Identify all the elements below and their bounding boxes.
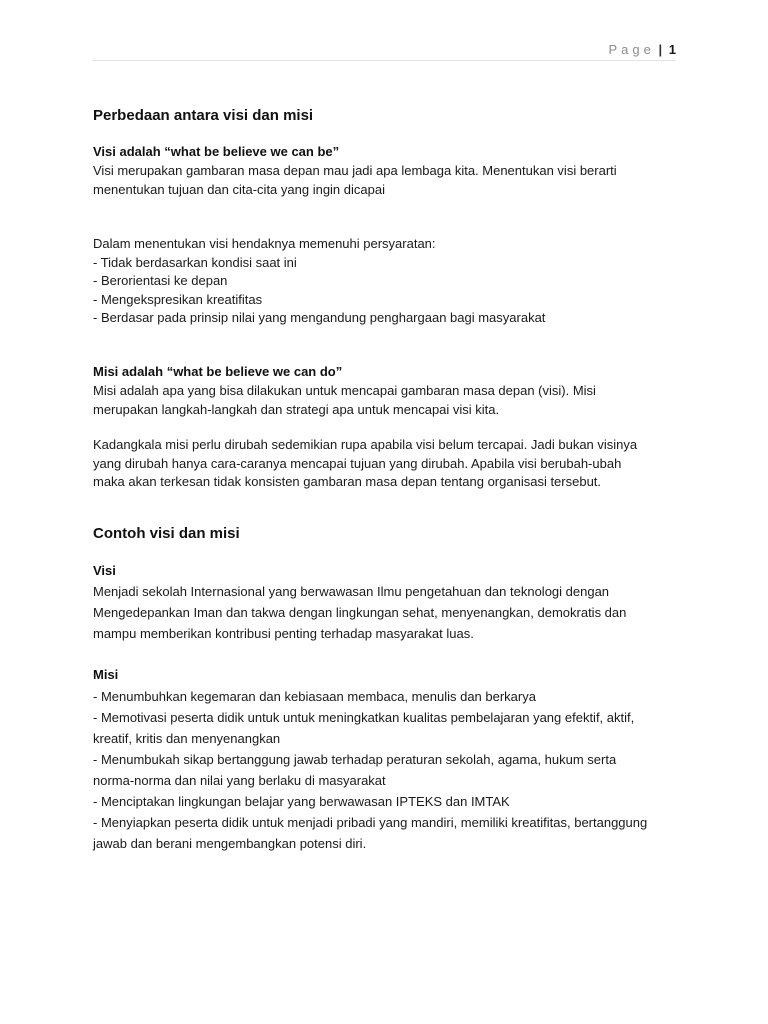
visi-definition-heading: Visi adalah “what be believe we can be” bbox=[93, 144, 340, 159]
misi-line: - Memotivasi peserta didik untuk untuk meningkatkan kualitas pembelajaran yang efektif, aktif, bbox=[93, 710, 635, 725]
requirement-item: - Berdasar pada prinsip nilai yang mengandung penghargaan bagi masyarakat bbox=[93, 310, 546, 325]
text-line: Kadangkala misi perlu dirubah sedemikian rupa apabila visi belum tercapai. Jadi bukan visinya bbox=[93, 437, 638, 452]
visi-requirements bbox=[93, 235, 683, 328]
text-line: yang dirubah hanya cara-caranya mencapai tujuan yang dirubah. Apabila visi berubah-ubah bbox=[93, 455, 622, 471]
misi-line: - Menciptakan lingkungan belajar yang berwawasan IPTEKS dan IMTAK bbox=[93, 794, 510, 809]
requirement-item: - Tidak berdasarkan kondisi saat ini bbox=[93, 254, 297, 270]
text-line: Mengedepankan Iman dan takwa dengan lingkungan sehat, menyenangkan, demokratis dan bbox=[93, 605, 627, 620]
visi-definition-text bbox=[93, 162, 683, 199]
page-separator: | bbox=[658, 42, 663, 57]
example-visi-label: Visi bbox=[93, 563, 116, 578]
page-number-label bbox=[609, 42, 677, 58]
text-line: maka akan terkesan tidak konsisten gambaran masa depan tentang organisasi tersebut. bbox=[93, 474, 602, 489]
misi-line: - Menumbukah sikap bertanggung jawab terhadap peraturan sekolah, agama, hukum serta bbox=[93, 752, 617, 767]
page-header bbox=[92, 40, 676, 61]
page-number: 1 bbox=[668, 42, 676, 57]
text-line: Menjadi sekolah Internasional yang berwawasan Ilmu pengetahuan dan teknologi dengan bbox=[93, 584, 610, 599]
text-line: merupakan langkah-langkah dan strategi apa untuk mencapai visi kita. bbox=[93, 401, 500, 417]
section-title-perbedaan: Perbedaan antara visi dan misi bbox=[93, 107, 314, 124]
example-misi-list bbox=[93, 686, 683, 854]
misi-line: - Menumbuhkan kegemaran dan kebiasaan membaca, menulis dan berkarya bbox=[93, 689, 536, 704]
example-visi-text bbox=[93, 581, 683, 644]
text-line: mampu memberikan kontribusi penting terhadap masyarakat luas. bbox=[93, 626, 474, 641]
text-line: Misi adalah apa yang bisa dilakukan untuk mencapai gambaran masa depan (visi). Misi bbox=[93, 383, 596, 398]
page-word: Page bbox=[608, 42, 655, 57]
misi-definition-text bbox=[93, 382, 683, 419]
text-line: menentukan tujuan dan cita-cita yang ingin dicapai bbox=[93, 181, 385, 197]
requirement-item: - Berorientasi ke depan bbox=[93, 273, 228, 288]
misi-definition-heading: Misi adalah “what be believe we can do” bbox=[93, 364, 343, 379]
example-misi-label: Misi bbox=[93, 667, 119, 682]
misi-line: - Menyiapkan peserta didik untuk menjadi pribadi yang mandiri, memiliki kreatifitas, bertanggung bbox=[93, 815, 648, 830]
misi-note-paragraph bbox=[93, 436, 683, 492]
section-title-contoh: Contoh visi dan misi bbox=[93, 525, 240, 542]
requirement-item: - Mengekspresikan kreatifitas bbox=[93, 291, 263, 307]
text-line: Visi merupakan gambaran masa depan mau jadi apa lembaga kita. Menentukan visi berarti bbox=[93, 163, 617, 178]
misi-line: norma-norma dan nilai yang berlaku di masyarakat bbox=[93, 773, 386, 788]
misi-line: kreatif, kritis dan menyenangkan bbox=[93, 731, 281, 746]
requirements-intro: Dalam menentukan visi hendaknya memenuhi persyaratan: bbox=[93, 236, 436, 251]
misi-line: jawab dan berani mengembangkan potensi diri. bbox=[93, 836, 367, 851]
